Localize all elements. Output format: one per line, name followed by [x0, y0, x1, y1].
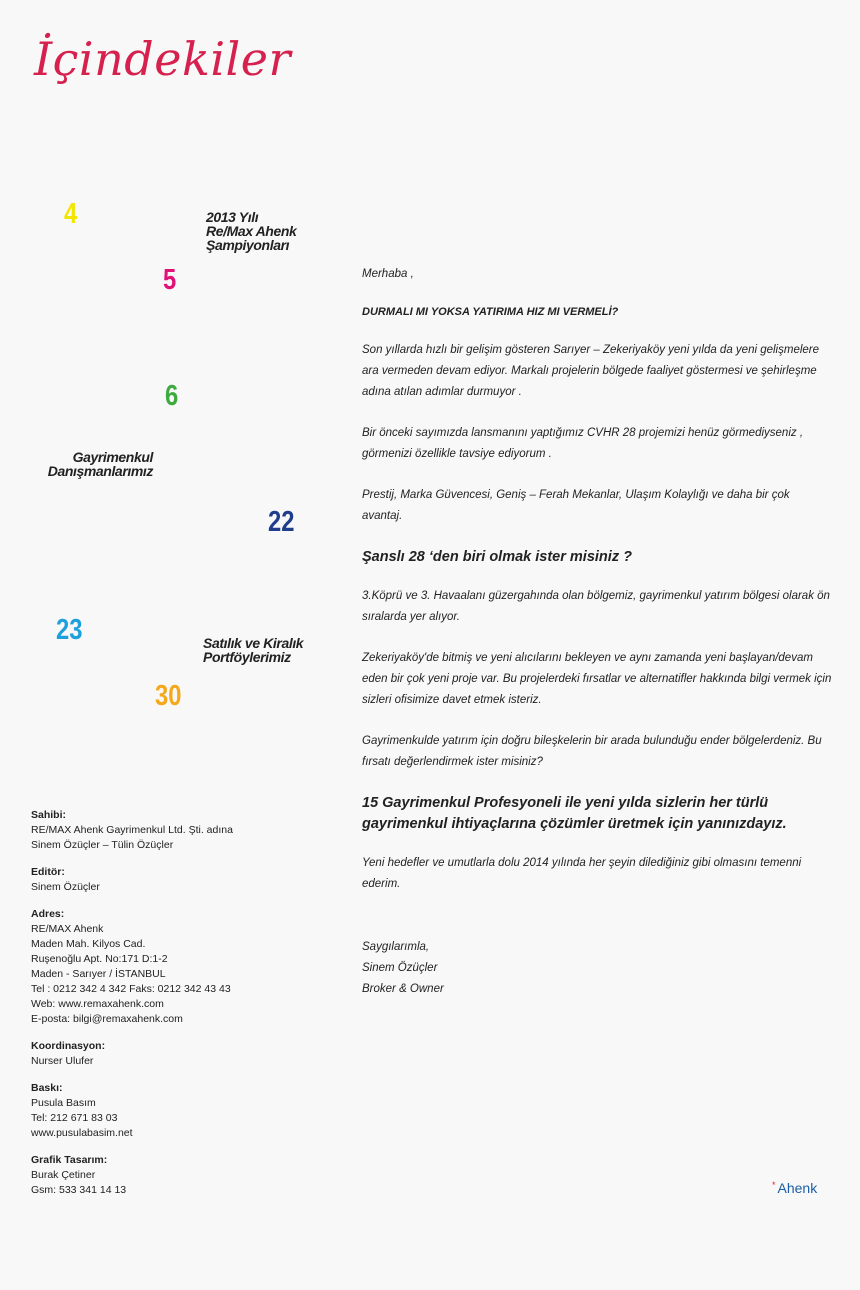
imprint: [31, 808, 331, 1210]
toc-label-line: Şampiyonları: [206, 237, 290, 253]
brand-mark: *: [772, 1180, 776, 1190]
toc-label-line: Portföylerimiz: [203, 649, 291, 665]
toc-label-line: Satılık ve Kiralık: [203, 635, 304, 651]
imprint-web-link[interactable]: www.pusulabasim.net: [31, 1127, 133, 1139]
imprint-email-link[interactable]: E-posta: bilgi@remaxahenk.com: [31, 1013, 183, 1025]
imprint-phone[interactable]: Gsm: 533 341 14 13: [31, 1184, 127, 1196]
toc-label-line: Gayrimenkul: [72, 449, 153, 465]
toc-number-5[interactable]: 5: [163, 264, 177, 296]
toc-label-line: Re/Max Ahenk: [206, 223, 297, 239]
signature-closing: Saygılarımla,: [362, 941, 430, 953]
brand-name: Ahenk: [777, 1180, 818, 1196]
letter-paragraph: Prestij, Marka Güvencesi, Geniş – Ferah Mekanlar, Ulaşım Kolaylığı ve daha bir çok avantaj.: [362, 489, 790, 522]
imprint-address: [31, 907, 331, 1027]
imprint-label: Sahibi:: [31, 809, 67, 821]
letter-greeting: Merhaba ,: [362, 268, 414, 280]
signature-name: Sinem Özüçler: [362, 962, 438, 974]
imprint-owner: [31, 808, 331, 853]
brand-logo: [772, 1180, 817, 1196]
imprint-coordination: [31, 1039, 331, 1069]
imprint-line: Pusula Basım: [31, 1097, 96, 1109]
imprint-line: Sinem Özüçler – Tülin Özüçler: [31, 839, 174, 851]
letter-paragraph: Zekeriyaköy'de bitmiş ve yeni alıcılarını bekleyen ve aynı zamanda yeni başlayan/devam eden bir çok yeni proje var. Bu projelerdeki fırsatlar ve alternatifler hakkında bilgi vermek için sizleri ofisimize davet etmek isteriz.: [362, 652, 832, 706]
imprint-line: Maden - Sarıyer / İSTANBUL: [31, 968, 166, 980]
imprint-web-link[interactable]: Web: www.remaxahenk.com: [31, 998, 164, 1010]
letter-subheading: Şanslı 28 ‘den biri olmak ister misiniz ?: [362, 549, 632, 565]
imprint-line: RE/MAX Ahenk: [31, 923, 104, 935]
imprint-label: Editör:: [31, 866, 65, 878]
imprint-editor: [31, 865, 331, 895]
toc-label-champions[interactable]: [206, 210, 296, 252]
toc-number-6[interactable]: 6: [165, 380, 179, 412]
imprint-line: Nurser Ulufer: [31, 1055, 94, 1067]
imprint-label: Koordinasyon:: [31, 1040, 106, 1052]
toc-number-22[interactable]: 22: [268, 506, 295, 538]
imprint-line: Ruşenoğlu Apt. No:171 D:1-2: [31, 953, 168, 965]
letter-paragraph: Gayrimenkulde yatırım için doğru bileşkelerin bir arada bulunduğu ender bölgelerdeniz. Bu fırsatı değerlendirmek ister misiniz?: [362, 735, 822, 768]
toc-number-23[interactable]: 23: [56, 614, 83, 646]
toc-label-line: 2013 Yılı: [206, 209, 259, 225]
letter-highlight: 15 Gayrimenkul Profesyoneli ile yeni yılda sizlerin her türlü gayrimenkul ihtiyaçlarına çözümler üretmek için yanınızdayız.: [362, 795, 787, 832]
toc-number-30[interactable]: 30: [155, 680, 182, 712]
page-title: İçindekiler: [34, 32, 291, 86]
toc-number-4[interactable]: 4: [64, 198, 78, 230]
editor-letter: [362, 264, 832, 1020]
imprint-label: Baskı:: [31, 1082, 63, 1094]
imprint-line: Maden Mah. Kilyos Cad.: [31, 938, 146, 950]
letter-heading: DURMALI MI YOKSA YATIRIMA HIZ MI VERMELİ?: [362, 306, 619, 318]
letter-paragraph: Bir önceki sayımızda lansmanını yaptığımız CVHR 28 projemizi henüz görmediyseniz , görmenizi özellikle tavsiye ediyorum .: [362, 427, 804, 460]
toc-label-consultants[interactable]: [40, 450, 153, 478]
letter-paragraph: Son yıllarda hızlı bir gelişim gösteren Sarıyer – Zekeriyaköy yeni yılda da yeni gelişmelere ara vermeden devam ediyor. Markalı projelerin bölgede faaliyet göstermesi ve şehirleşme adına atılan adımlar durmuyor .: [362, 344, 820, 398]
toc-label-line: Danışmanlarımız: [47, 463, 153, 479]
imprint-label: Grafik Tasarım:: [31, 1154, 108, 1166]
imprint-design: [31, 1153, 331, 1198]
imprint-phone[interactable]: Tel: 212 671 83 03: [31, 1112, 118, 1124]
imprint-line: RE/MAX Ahenk Gayrimenkul Ltd. Şti. adına: [31, 824, 233, 836]
imprint-print: [31, 1081, 331, 1141]
imprint-label: Adres:: [31, 908, 65, 920]
imprint-phone[interactable]: Tel : 0212 342 4 342 Faks: 0212 342 43 43: [31, 983, 231, 995]
letter-signature: [362, 937, 832, 1000]
toc-label-portfolios[interactable]: [203, 636, 303, 664]
signature-role: Broker & Owner: [362, 983, 444, 995]
letter-paragraph: Yeni hedefler ve umutlarla dolu 2014 yılında her şeyin dilediğiniz gibi olmasını temenni ederim.: [362, 857, 802, 890]
letter-paragraph: 3.Köprü ve 3. Havaalanı güzergahında olan bölgemiz, gayrimenkul yatırım bölgesi olarak ön sıralarda yer alıyor.: [362, 590, 830, 623]
imprint-line: Burak Çetiner: [31, 1169, 96, 1181]
imprint-line: Sinem Özüçler: [31, 881, 100, 893]
